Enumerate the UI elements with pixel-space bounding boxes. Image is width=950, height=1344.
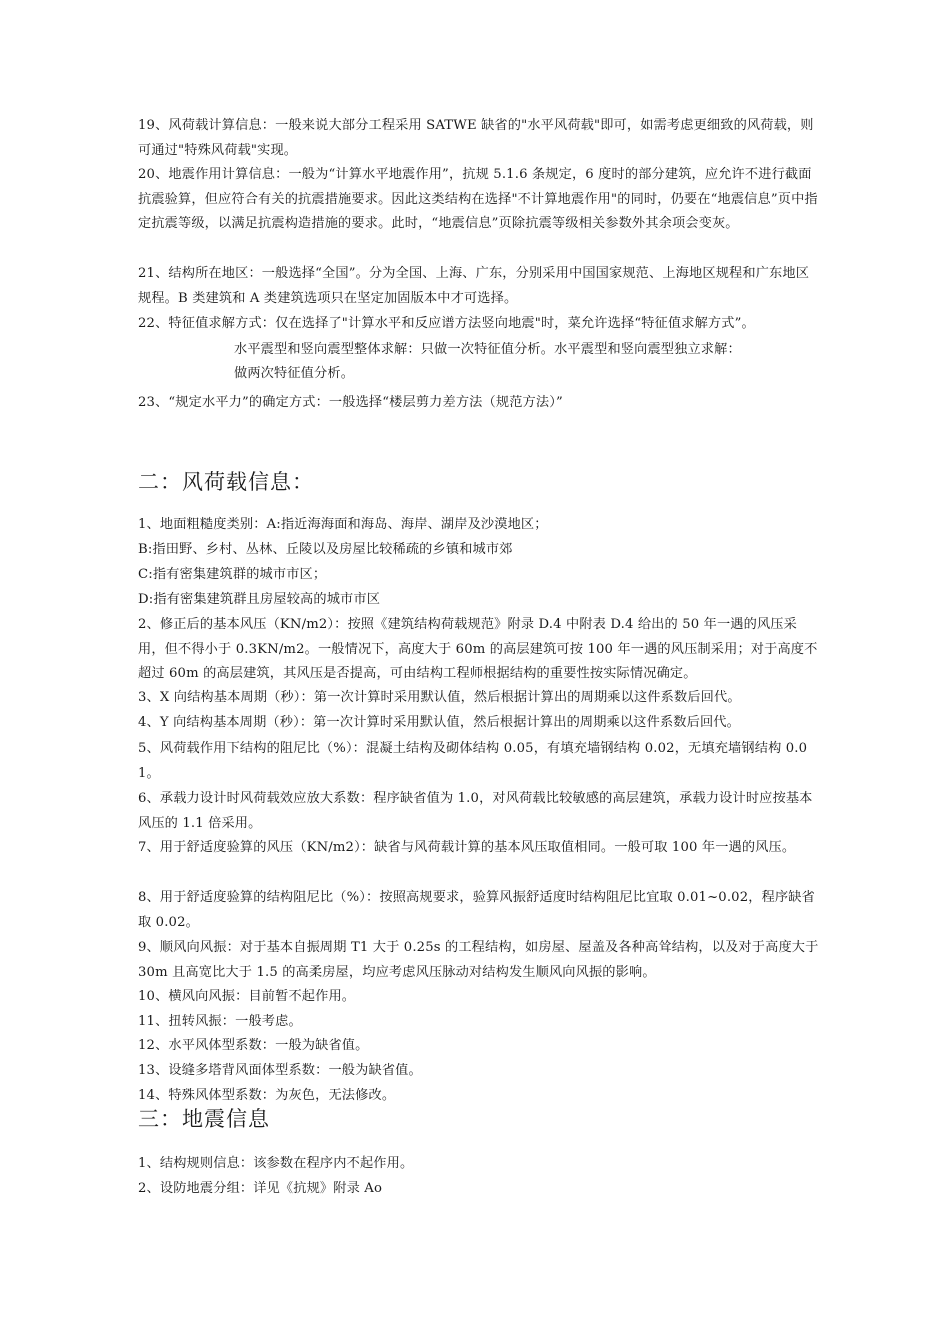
section-heading-wind: 二：风荷载信息： (138, 470, 314, 494)
paragraph-19: 19、风荷载计算信息：一般来说大部分工程采用 SATWE 缺省的"水平风荷载"即可，如需考虑更细致的风荷载，则可通过"特殊风荷载"实现。 (138, 118, 814, 158)
wind-item-13: 13、设缝多塔背风面体型系数：一般为缺省值。 (138, 1063, 422, 1078)
paragraph-22: 22、特征值求解方式：仅在选择了"计算水平和反应谱方法竖向地震"时，菜允许选择“特征值求解方式”。 (138, 316, 755, 331)
wind-item-10: 10、横风向风振：目前暂不起作用。 (138, 989, 356, 1004)
wind-item-11: 11、扭转风振：一般考虑。 (138, 1014, 302, 1029)
wind-item-7: 7、用于舒适度验算的风压（KN/m2）：缺省与风荷载计算的基本风压取值相同。一般可取 100 年一遇的风压。 (138, 840, 796, 855)
wind-item-1c: C:指有密集建筑群的城市市区； (138, 567, 327, 582)
paragraph-20: 20、地震作用计算信息：一般为“计算水平地震作用”，抗规 5.1.6 条规定，6 度时的部分建筑，应允许不进行截面抗震验算，但应符合有关的抗震措施要求。因此这类结构在选择"不计算地震作用"的同时，仍要在“地震信息”页中指定抗震等级，以满足抗震构造措施的要求。此时，“地震信息”页除抗震等级相关参数外其余项会变灰。 (138, 167, 818, 232)
wind-item-1d: D:指有密集建筑群且房屋较高的城市市区 (138, 592, 381, 607)
wind-item-1: 1、地面粗糙度类别：A:指近海海面和海岛、海岸、湖岸及沙漠地区； (138, 517, 548, 532)
seismic-item-1: 1、结构规则信息：该参数在程序内不起作用。 (138, 1156, 414, 1171)
wind-item-8: 8、用于舒适度验算的结构阻尼比（%）：按照高规要求，验算风振舒适度时结构阻尼比宜取 0.01~0.02，程序缺省取 0.02。 (138, 890, 815, 930)
wind-item-2: 2、修正后的基本风压（KN/m2）：按照《建筑结构荷载规范》附录 D.4 中附表 D.4 给出的 50 年一遇的风压采用，但不得小于 0.3KN/m2。一般情况下，高度大于 60m 的高层建筑可按 100 年一遇的风压制采用；对于高度不超过 60m 的高层建筑，其风压是否提高，可由结构工程师根据结构的重要性按实际情况确定。 (138, 617, 818, 682)
wind-item-6: 6、承载力设计时风荷载效应放大系数：程序缺省值为 1.0，对风荷载比较敏感的高层建筑，承载力设计时应按基本风压的 1.1 倍采用。 (138, 791, 813, 831)
wind-item-3: 3、X 向结构基本周期（秒）：第一次计算时采用默认值，然后根据计算出的周期乘以这件系数后回代。 (138, 690, 741, 705)
section-heading-seismic: 三：地震信息 (138, 1107, 270, 1131)
wind-item-14: 14、特殊风体型系数：为灰色，无法修改。 (138, 1088, 396, 1103)
paragraph-22-sub-1: 水平震型和竖向震型整体求解：只做一次特征值分析。水平震型和竖向震型独立求解： (234, 342, 741, 357)
wind-item-9: 9、顺风向风振：对于基本自振周期 T1 大于 0.25s 的工程结构，如房屋、屋盖及各种高耸结构，以及对于高度大于 30m 且高宽比大于 1.5 的高柔房屋，均应考虑风压脉动对结构发生顺风向风振的影响。 (138, 940, 819, 980)
paragraph-22-sub-2: 做两次特征值分析。 (234, 366, 355, 381)
paragraph-21: 21、结构所在地区：一般选择“全国”。分为全国、上海、广东，分别采用中国国家规范、上海地区规程和广东地区规程。B 类建筑和 A 类建筑选项只在坚定加固版本中才可选择。 (138, 266, 810, 306)
seismic-item-2: 2、设防地震分组：详见《抗规》附录 Aο (138, 1181, 383, 1196)
wind-item-5: 5、风荷载作用下结构的阻尼比（%）：混凝土结构及砌体结构 0.05，有填充墙钢结构 0.02，无填充墙钢结构 0.01。 (138, 741, 808, 781)
wind-item-12: 12、水平风体型系数：一般为缺省值。 (138, 1038, 369, 1053)
wind-item-4: 4、Y 向结构基本周期（秒）：第一次计算时采用默认值，然后根据计算出的周期乘以这件系数后回代。 (138, 715, 740, 730)
paragraph-23: 23、“规定水平力”的确定方式：一般选择“楼层剪力差方法（规范方法）” (138, 395, 563, 410)
wind-item-1b: B:指田野、乡村、丛林、丘陵以及房屋比较稀疏的乡镇和城市郊 (138, 542, 513, 557)
